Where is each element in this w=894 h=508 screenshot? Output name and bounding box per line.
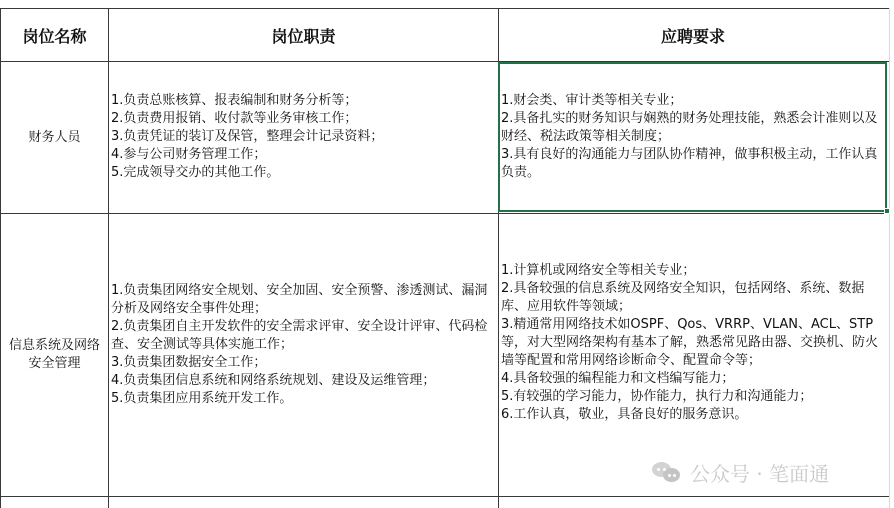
row-2-position[interactable]: 信息系统及网络安全管理 — [8, 338, 100, 371]
row-1-requirements[interactable]: 1.财会类、审计类等相关专业； 2.具备扎实的财务知识与娴熟的财务处理技能，熟悉会计准则以及财经、税法政策等相关制度； 3.具有良好的沟通能力与团队协作精神，做事积极主动，工作认真负责。 — [501, 93, 878, 180]
row-2-duties[interactable]: 1.负责集团网络安全规划、安全加固、安全预警、渗透测试、漏洞分析及网络安全事件处理； 2.负责集团自主开发软件的安全需求评审、安全设计评审、代码检查、安全测试等具体实施工作； 3.负责集团数据安全工作； 4.负责集团信息系统和网络系统规划、建设及运维管理； 5.负责集团应用系统开发工作。 — [111, 283, 488, 406]
row-1-position[interactable]: 财务人员 — [28, 129, 81, 145]
watermark-text: 公众号 · 笔面通 — [690, 461, 830, 486]
row-2-requirements[interactable]: 1.计算机或网络安全等相关专业； 2.具备较强的信息系统及网络安全知识，包括网络、系统、数据库、应用软件等领域； 3.精通常用网络技术如OSPF、Qos、VRRP、VLAN、ACL、STP等，对大型网络架构有基本了解，熟悉常见路由器、交换机、防火墙等配置和常用网络诊断命令、配置命令等； 4.具备较强的编程能力和文档编写能力； 5.有较强的学习能力，协作能力，执行力和沟通能力； 6.工作认真，敬业，具备良好的服务意识。 — [501, 263, 879, 422]
grid-line — [0, 213, 894, 214]
grid-line — [108, 8, 109, 508]
grid-line — [889, 8, 890, 508]
fill-handle[interactable] — [884, 208, 890, 214]
wechat-bubbles-icon — [652, 460, 682, 484]
header-duties[interactable]: 岗位职责 — [271, 26, 336, 46]
header-position[interactable]: 岗位名称 — [22, 26, 87, 46]
watermark — [652, 455, 829, 489]
row-1-duties[interactable]: 1.负责总账核算、报表编制和财务分析等； 2.负责费用报销、收付款等业务审核工作； 3.负责凭证的装订及保管，整理会计记录资料； 4.参与公司财务管理工作； 5.完成领导交办的其他工作。 — [111, 93, 384, 180]
grid-line — [0, 496, 894, 497]
cell-selection-border — [498, 62, 887, 212]
header-requirements[interactable]: 应聘要求 — [660, 26, 725, 46]
